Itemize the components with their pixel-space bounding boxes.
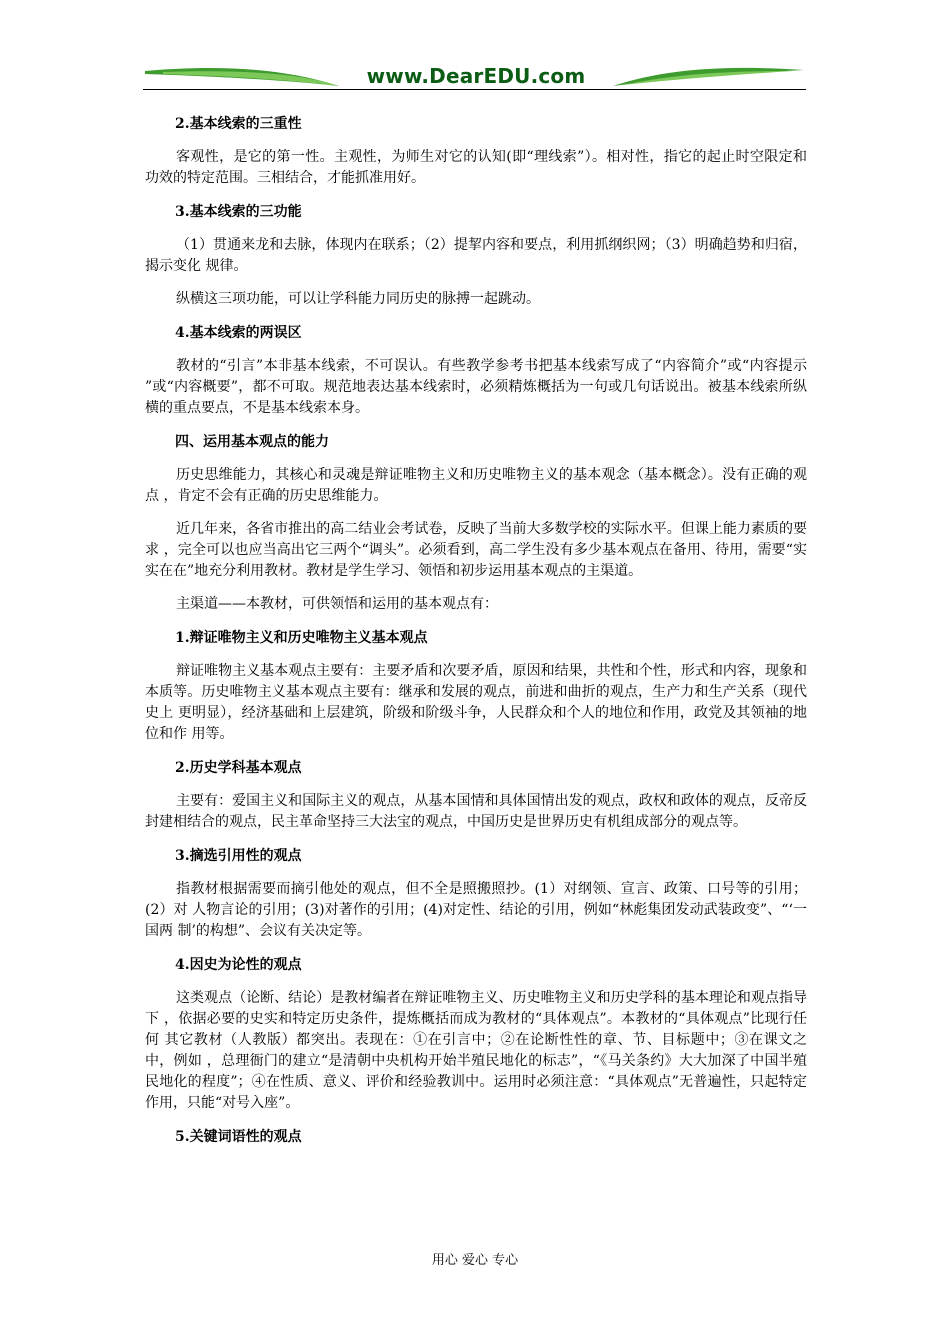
section-heading: 2.历史学科基本观点 <box>175 760 302 776</box>
body-paragraph: 教材的“引言”本非基本线索，不可误认。有些教学参考书把基本线索写成了“内容简介”或“内容提示 ”或“内容概要”，都不可取。规范地表达基本线索时，必须精炼概括为一句或几句话说出。被基本线索所纵横的重点要点，不是基本线索本身。 <box>145 358 807 416</box>
body-paragraph: 纵横这三项功能，可以让学科能力同历史的脉搏一起跳动。 <box>176 291 540 307</box>
body-paragraph: （1）贯通来龙和去脉，体现内在联系；（2）提挈内容和要点，利用抓纲织网；（3）明确趋势和归宿，揭示变化 规律。 <box>145 237 807 274</box>
page-footer: 用心 爱心 专心 <box>431 1253 519 1268</box>
section-heading: 3.基本线索的三功能 <box>175 204 302 220</box>
section-heading: 4.因史为论性的观点 <box>175 957 302 973</box>
header-divider <box>143 89 806 90</box>
body-paragraph: 客观性，是它的第一性。主观性，为师生对它的认知(即“理线索”）。相对性，指它的起止时空限定和 功效的特定范围。三相结合，才能抓准用好。 <box>145 149 807 186</box>
page-header <box>143 62 806 96</box>
body-paragraph: 历史思维能力，其核心和灵魂是辩证唯物主义和历史唯物主义的基本观念（基本概念）。没有正确的观点 ，肯定不会有正确的历史思维能力。 <box>145 467 807 504</box>
body-paragraph: 这类观点（论断、结论）是教材编者在辩证唯物主义、历史唯物主义和历史学科的基本理论和观点指导下 ，依据必要的史实和特定历史条件，提炼概括而成为教材的“具体观点”。本教材的“具体观点”比现行任何 其它教材（人教版）都突出。表现在：①在引言中；②在论断性性的章、节、目标题中；③在课文之中，例如 ，总理衙门的建立“是清朝中央机构开始半殖民地化的标志”，“《马关条约》大大加深了中国半殖民地化的程度”；④在性质、意义、评价和经验教训中。运用时必须注意：“具体观点”无普遍性，只起特定作用，只能“对号入座”。 <box>145 990 807 1111</box>
body-paragraph: 辩证唯物主义基本观点主要有：主要矛盾和次要矛盾，原因和结果，共性和个性，形式和内容，现象和本质等。历史唯物主义基本观点主要有：继承和发展的观点，前进和曲折的观点，生产力和生产关系（现代史上 更明显），经济基础和上层建筑，阶级和阶级斗争，人民群众和个人的地位和作用，政党及其领袖的地位和作 用等。 <box>145 663 807 742</box>
body-paragraph: 指教材根据需要而摘引他处的观点，但不全是照搬照抄。(1）对纲领、宣言、政策、口号等的引用；(2）对 人物言论的引用；(3)对著作的引用；(4)对定性、结论的引用，例如“林彪集团发动武装政变”、“‘一国两 制’的构想”、会议有关决定等。 <box>145 881 807 939</box>
section-heading: 2.基本线索的三重性 <box>175 116 302 132</box>
body-paragraph: 主渠道——本教材，可供领悟和运用的基本观点有： <box>176 596 498 612</box>
body-paragraph: 近几年来，各省市推出的高二结业会考试卷，反映了当前大多数学校的实际水平。但课上能力素质的要求 ，完全可以也应当高出它三两个“调头”。必须看到，高二学生没有多少基本观点在备用、待用，需要“实实在在”地充分利用教材。教材是学生学习、领悟和初步运用基本观点的主渠道。 <box>145 521 807 579</box>
section-heading: 1.辩证唯物主义和历史唯物主义基本观点 <box>175 630 428 646</box>
section-heading: 3.摘选引用性的观点 <box>175 848 302 864</box>
section-heading: 4.基本线索的两误区 <box>175 325 302 341</box>
site-logo-text: www.DearEDU.com <box>366 64 586 88</box>
section-heading: 四、运用基本观点的能力 <box>175 434 329 450</box>
document-body <box>145 113 807 1160</box>
section-heading: 5.关键词语性的观点 <box>175 1129 302 1145</box>
body-paragraph: 主要有：爱国主义和国际主义的观点，从基本国情和具体国情出发的观点，政权和政体的观点，反帝反封建相结合的观点，民主革命坚持三大法宝的观点，中国历史是世界历史有机组成部分的观点等。 <box>145 793 807 830</box>
